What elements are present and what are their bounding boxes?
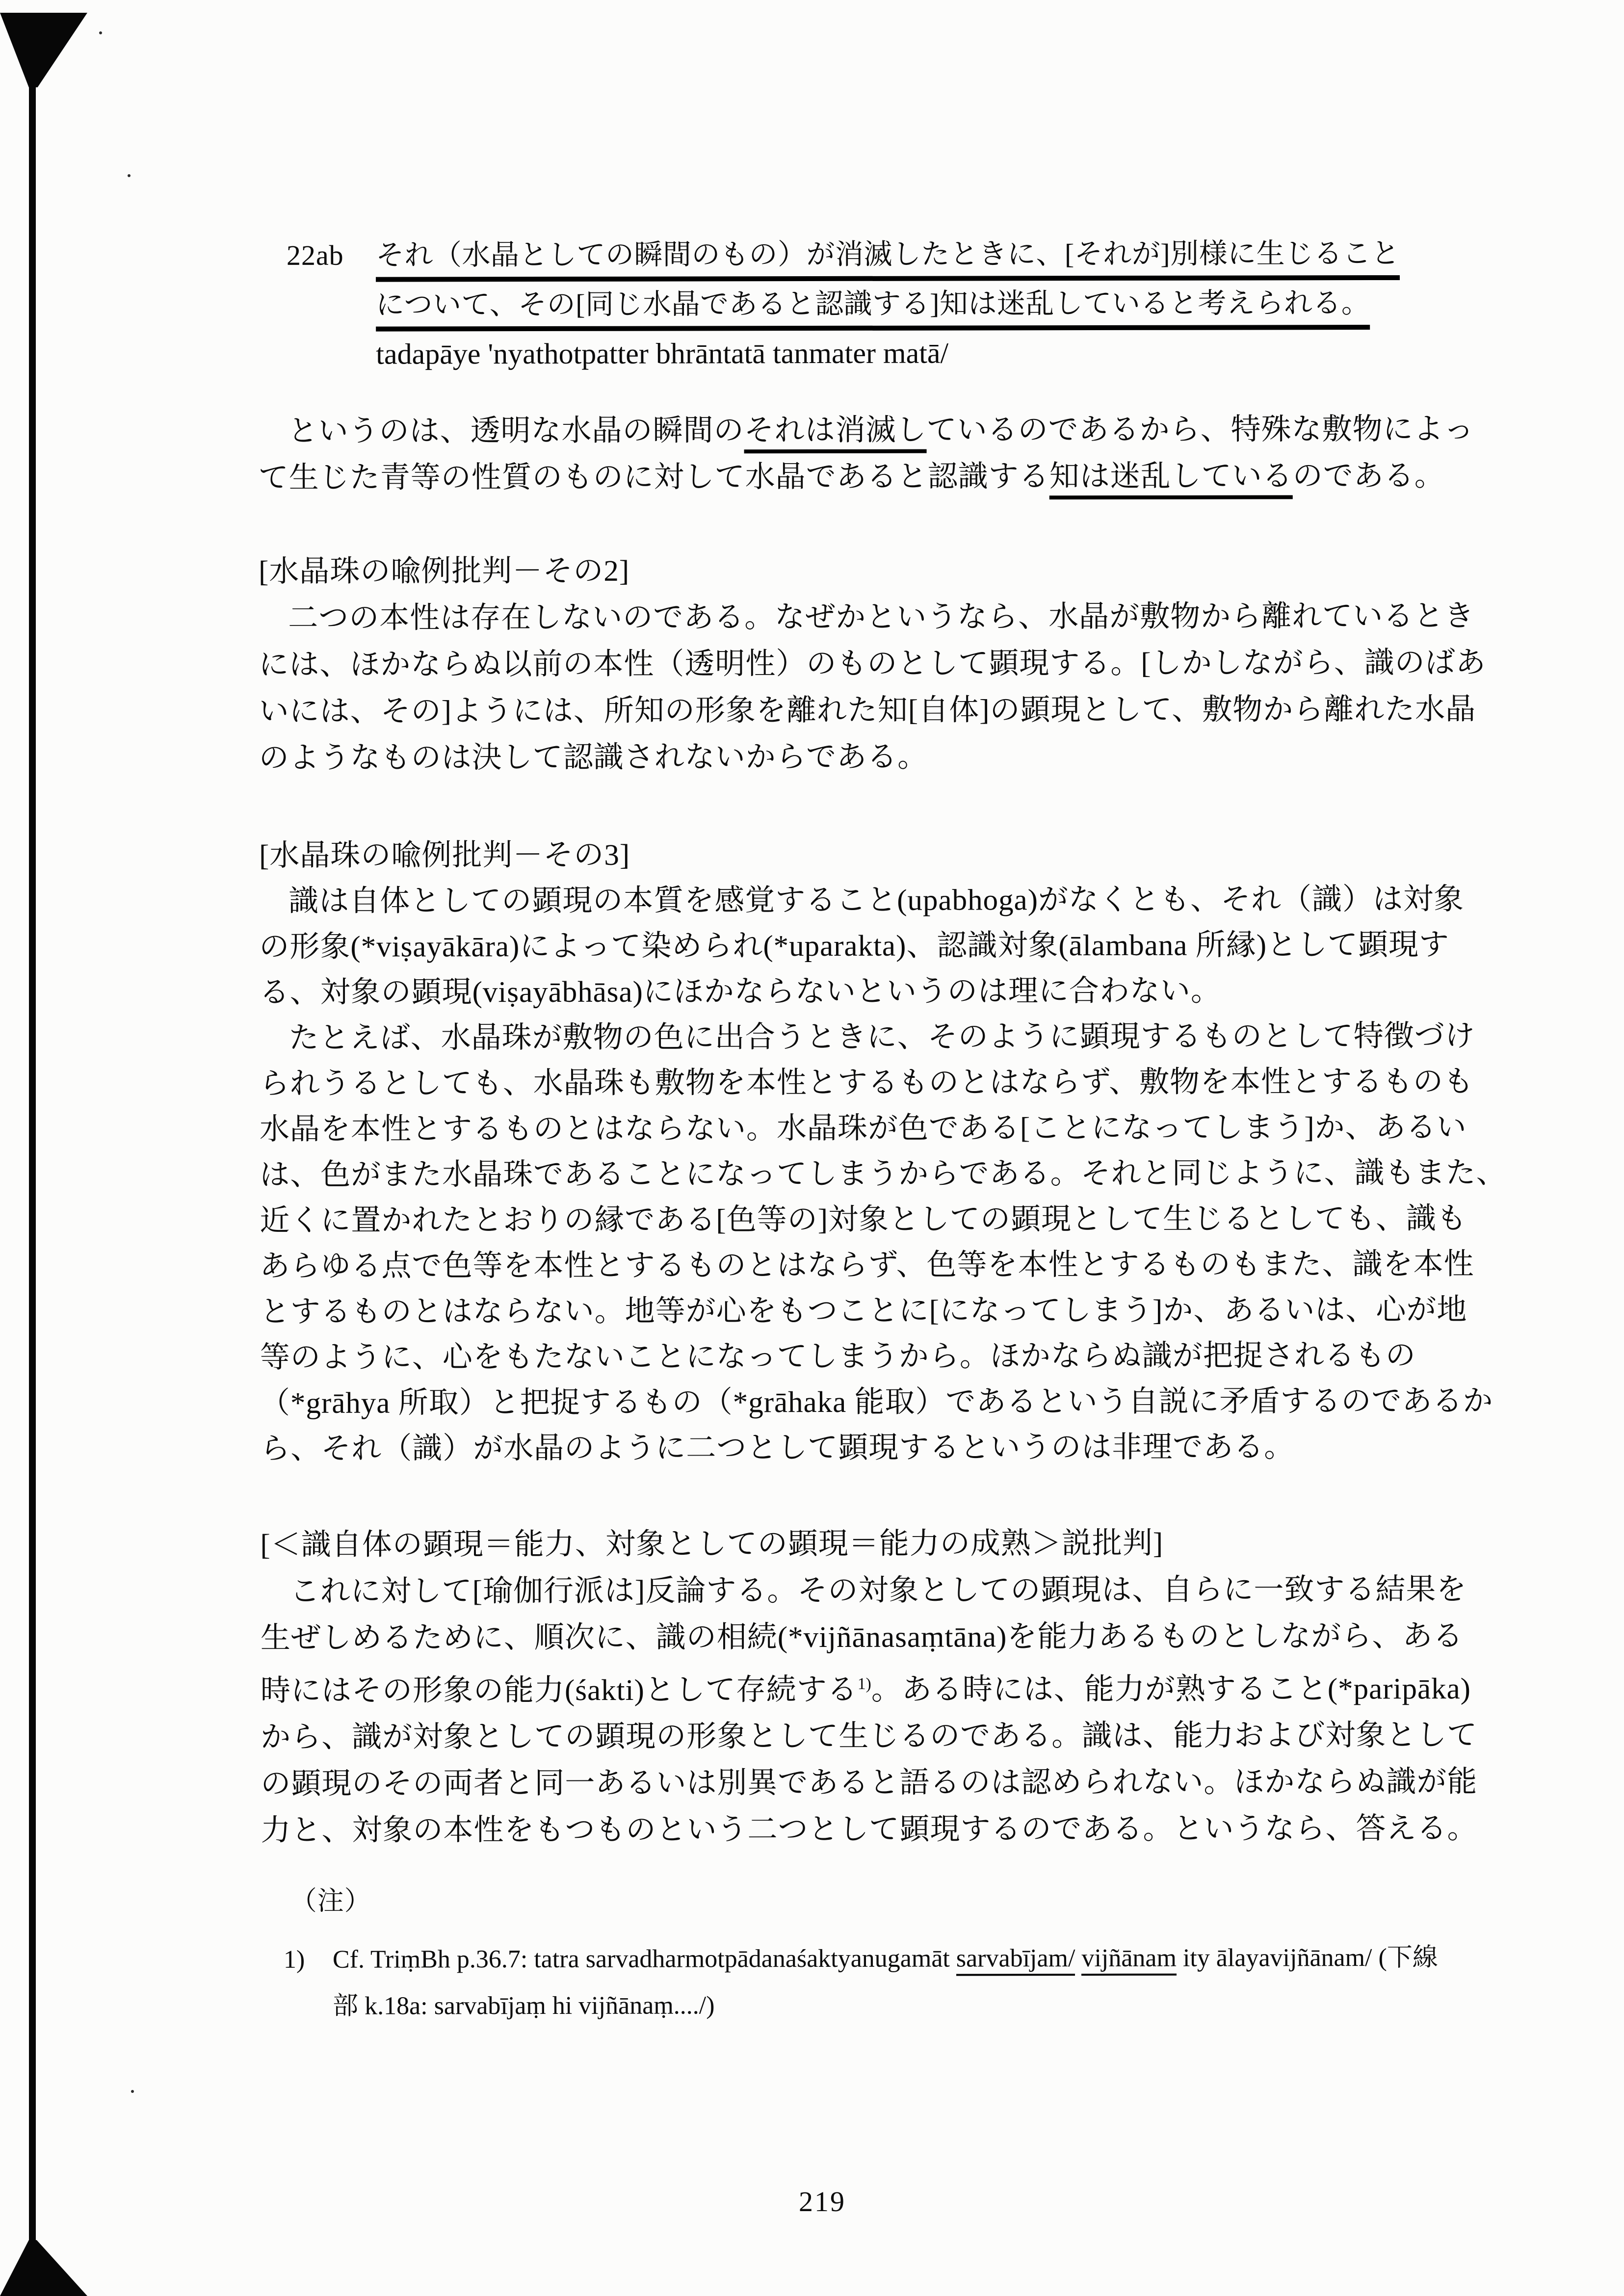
body-line: というのは、透明な水晶の瞬間のそれは消滅しているのであるから、特殊な敷物によっ [258, 406, 1458, 455]
scan-gutter-bottom-blot [0, 2240, 87, 2296]
body-line: る、対象の顕現(viṣayābhāsa)にほかならないというのは理に合わない。 [259, 974, 1221, 1009]
body-line: には、ほかならぬ以前の本性（透明性）のものとして顕現する。[しかしながら、識のばあ [259, 646, 1486, 681]
body-line: たとえば、水晶珠が敷物の色に出合うときに、そのように顕現するものとして特徴づけ [288, 1019, 1475, 1055]
body-line: は、色がまた水晶珠であることになってしまうからである。それと同じように、識もまた、 [260, 1156, 1507, 1192]
body-line: 識は自体としての顕現の本質を感覚すること(upabhoga)がなくとも、それ（識）は対象 [288, 883, 1465, 918]
body-line: あらゆる点で色等を本性とするものとはならず、色等を本性とするものもまた、識を本性 [260, 1248, 1474, 1283]
page-content [258, 0, 1507, 2296]
scan-speck [131, 2090, 134, 2093]
section-heading: [＜識自体の顕現＝能力、対象としての顕現＝能力の成熟＞説批判] [260, 1527, 1164, 1562]
body-line: のようなものは決して認識されないからである。 [259, 740, 928, 775]
body-line: 二つの本性は存在しないのである。なぜかというなら、水晶が敷物から離れているとき [288, 600, 1475, 635]
body-line: とするものとはならない。地等が心をもつことに[になってしまう]か、あるいは、心が地 [260, 1293, 1467, 1329]
body-line: これに対して[瑜伽行派は]反論する。その対象としての顕現は、自らに一致する結果を [289, 1573, 1467, 1608]
scan-gutter-top-blot [0, 13, 87, 87]
scan-speck [99, 31, 102, 34]
scan-gutter-line [29, 13, 36, 2296]
verse-line: それ（水晶としての瞬間のもの）が消滅したときに、[それが]別様に生じること [376, 229, 1400, 280]
body-line: の顕現のその両者と同一あるいは別異であると語るのは認められない。ほかならぬ識が能 [261, 1765, 1478, 1801]
verse-number: 22ab [286, 239, 344, 271]
footnote-number: 1) [283, 1945, 305, 1974]
body-line: （*grāhya 所取）と把捉するもの（*grāhaka 能取）であるという自説に矛盾するのであるか [260, 1384, 1493, 1420]
notes-label: （注） [290, 1886, 371, 1916]
body-line: ら、それ（識）が水晶のように二つとして顕現するというのは非理である。 [260, 1431, 1295, 1465]
section-crystal-critique-3 [259, 831, 1507, 1472]
verse-sanskrit: tadapāye 'nyathotpatter bhrāntatā tanmater matā/ [376, 337, 949, 370]
body-line: の形象(*viṣayākāra)によって染められ(*uparakta)、認識対象(ālambana 所縁)として顕現す [259, 928, 1450, 964]
verse-row [258, 229, 1458, 379]
verse-line: について、その[同じ水晶であると認識する]知は迷乱していると考えられる。 [376, 278, 1400, 330]
verse-translation [376, 229, 1400, 379]
section-crystal-critique-2 [258, 547, 1486, 782]
body-line: 時にはその形象の能力(śakti)として存続する$^{1)}$。ある時には、能力が熟すること(*paripāka) [260, 1672, 1471, 1708]
body-line: から、識が対象としての顕現の形象として生じるのである。識は、能力および対象として [261, 1719, 1478, 1754]
body-line: いには、その]ようには、所知の形象を離れた知[自体]の顕現として、敷物から離れた水晶 [259, 693, 1476, 728]
body-line: 近くに置かれたとおりの縁である[色等の]対象としての顕現として生じるとしても、識も [260, 1202, 1467, 1237]
intro-paragraph [258, 406, 1474, 501]
body-line: 力と、対象の本性をもつものという二つとして顕現するのである。というなら、答える。 [261, 1812, 1478, 1848]
footnote-body [261, 1934, 1461, 2030]
footnote-line: Cf. TriṃBh p.36.7: tatra sarvadharmotpādanaśaktyanugamāt sarvabījam/ vijñānam ity ālayavijñānam/ (下線 [333, 1934, 1461, 1983]
body-line: て生じた青等の性質のものに対して水晶であると認識する知は迷乱しているのである。 [259, 453, 1458, 501]
body-line: 生ぜしめるために、順次に、識の相続(*vijñānasaṃtāna)を能力あるものとしながら、ある [260, 1619, 1464, 1655]
footnote-1 [261, 1934, 1461, 2030]
section-sakti-theory-critique [260, 1520, 1478, 1854]
footnote-line: 部 k.18a: sarvabījaṃ hi vijñānaṃ..../) [333, 1991, 715, 2020]
section-heading: [水晶珠の喩例批判－その2] [258, 554, 630, 588]
body-line: 等のように、心をもたないことになってしまうから。ほかならぬ識が把捉されるもの [260, 1339, 1416, 1374]
scan-speck [128, 174, 131, 177]
section-heading: [水晶珠の喩例批判－その3] [259, 838, 630, 872]
body-line: られうるとしても、水晶珠も敷物を本性とするものとはならず、敷物を本性とするものも [259, 1065, 1474, 1100]
page-number: 219 [799, 2186, 846, 2218]
verse-block [258, 229, 1458, 379]
body-line: 水晶を本性とするものとはならない。水晶珠が色である[ことになってしまう]か、あるい [259, 1111, 1467, 1146]
